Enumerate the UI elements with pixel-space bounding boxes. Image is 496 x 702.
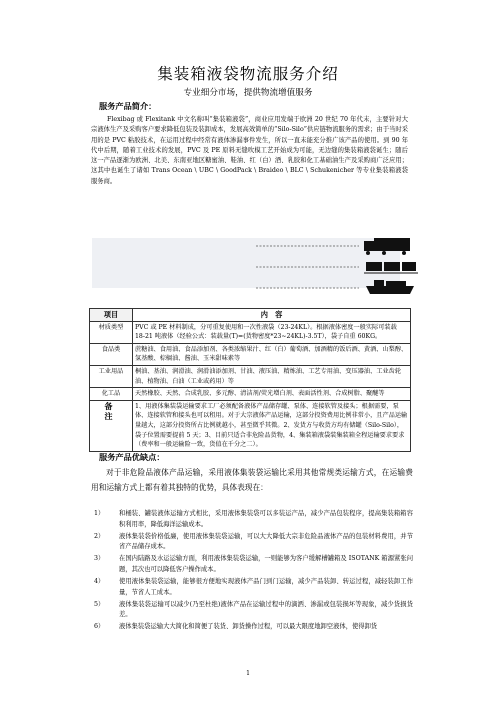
list-item — [91, 622, 413, 633]
list-text: 使用液体集装袋运输，能够很方便地实现液体产品门到门运输，减少产品装卸、转运过程，减轻装卸工作量，节省人工成本。 — [119, 578, 413, 596]
table-row — [90, 400, 411, 451]
row-content: 桐油、基油、润滑油、润滑油添加剂、甘油、液压油、精炼油、工艺专用油、变压器油、工业齿轮油、植物油、白油（工业或药用）等 — [133, 365, 411, 387]
table-row — [90, 343, 411, 365]
list-number: 5） — [94, 600, 105, 608]
table-row — [90, 321, 411, 343]
train-icon — [364, 262, 418, 273]
row-label: 材质类型 — [90, 321, 133, 343]
section-heading-intro: 服务产品简介： — [99, 101, 157, 111]
row-label: 食品类 — [90, 343, 133, 365]
page-number: 1 — [246, 670, 250, 677]
list-item — [91, 554, 413, 575]
list-item — [91, 600, 413, 621]
list-text: 液体集装袋运输可以减少(乃至杜绝)液体产品在运输过程中的滴洒、渗漏或包装损坏等现象，减少货损货差。 — [119, 600, 413, 619]
list-number: 1） — [94, 510, 105, 517]
list-text: 液体集装袋运输大大简化和简便了装货、卸货操作过程，可以最大限度地卸空液体，使得卸货 — [119, 623, 378, 631]
list-item — [91, 577, 413, 598]
transport-vehicles-illustration — [254, 232, 419, 298]
row-label: 化工品 — [90, 388, 133, 401]
table-row — [90, 388, 411, 401]
row-label: 工业用品 — [90, 365, 133, 387]
ship-icon — [366, 280, 414, 294]
intro-paragraph — [91, 115, 408, 187]
table-row — [90, 365, 411, 387]
list-number: 4） — [94, 578, 105, 586]
intro-text: Flexibag 或 Flexitank 中文名称叫“集装箱液袋”，商业应用发端于欧洲 20 世纪 70 年代末，主要针对大宗液体生产及采购客户要求降低包装及装卸成本，发展高效简单的“Silo-Silo”供应链物流服务的需求；由于当时采用的是 PVC 粘胶技术，在运用过程中经常有液体渗漏事件发生，所以一直未能充分推广该产品的使用。到 90 年代中后期，随着工业技术的发展，PVC 及 PE 原料无缝吹模工艺开始成为可能，无边缝的集装箱液袋诞生；随后这一产品逐渐为欧洲、北美、东南亚地区糖蜜油、鞋油、红（白）酒、乳胶和化工基础油生产及采购商广泛应用；这其中也诞生了诸如 Trans Ocean \ UBC \ GoodPack \ Braideo \ BLC \ Schukenicher 等专业集装箱液袋服务商。 — [91, 116, 408, 185]
document-subtitle: 专业细分市场，提供物流增值服务 — [183, 88, 313, 98]
list-number: 3） — [94, 555, 105, 563]
row-content: 天然橡胶、天然、合成乳胶、多元醇、清洁剂/荧光增白剂、表面活性剂、合成树脂、聚醚等 — [133, 388, 411, 401]
table-header-item: 项目 — [90, 309, 133, 322]
advantages-list — [91, 509, 413, 635]
list-item — [91, 509, 413, 530]
advantages-intro: 对于非危险品液体产品运输，采用液体集装袋运输比采用其他常规类运输方式，在运输费用和运输方式上都有着其独特的优势，具体表现在： — [91, 468, 413, 492]
row-content: PVC 或 PE 材料制成，分可重复使用和一次性液袋（23-24KL）。根据液体密度一般实际可装载 18-21 吨液体（经验公式：装载量(T)=(货物密度*23~24KL)-3.5T），袋子自重 60KG。 — [133, 321, 411, 343]
list-number: 6） — [94, 623, 105, 631]
table-header-content: 内 容 — [133, 309, 411, 322]
row-content: 蔗糖油、食用油、食品添加剂、各类浓缩果汁、红（白）葡萄酒、加酒精的饭后酒、黄酒、山梨醇、氢基酸、棕榈油、酱油、玉米甜味素等 — [133, 343, 411, 365]
row-content: 1、用液体集装袋运输要求工厂必须配备液体产品储存罐、泵体、连接软管及接头；根据需要，泵体、连接软管和接头也可以租用。对于大宗液体产品运输，这部分投资费用比例非常小，且产品运输量越大，这部分投资所占比例就越小，甚至微乎其微。2、发货方与收货方均有储罐（Silo-Silo），袋子位置需要提前 5 天；3、目前只适合非危险品货物，4、集装箱液袋装集装箱全程运输要求要求（费率和一般运输险一致，货值在千分之二）。 — [133, 400, 411, 451]
truck-icon — [364, 238, 410, 255]
document-title: 集装箱液袋物流服务介绍 — [157, 65, 339, 83]
product-info-table — [89, 308, 411, 452]
list-number: 2） — [94, 532, 105, 540]
list-text: 在国内陆路及水运运输方面，利用液体集装袋运输，一则能够为客户缓解槽罐箱及 ISOTANK 箱源紧张问题，其次也可以降低客户操作成本。 — [119, 555, 413, 573]
list-text: 和桶装、罐装液体运输方式相比，采用液体集装袋可以多装运产品，减少产品包装程序，提高集装箱箱容积利用率，降低海洋运输成本。 — [119, 510, 413, 528]
table-header-row — [90, 309, 411, 322]
section-heading-advantages: 服务产品优缺点： — [99, 452, 165, 462]
list-item — [91, 532, 413, 553]
row-label-remarks: 备 注 — [104, 400, 131, 422]
list-text: 液体集装袋价格低廉，使用液体集装袋运输，可以大大降低大宗非危险品液体产品的包装材料费用，并节省产品储存成本。 — [119, 532, 413, 551]
